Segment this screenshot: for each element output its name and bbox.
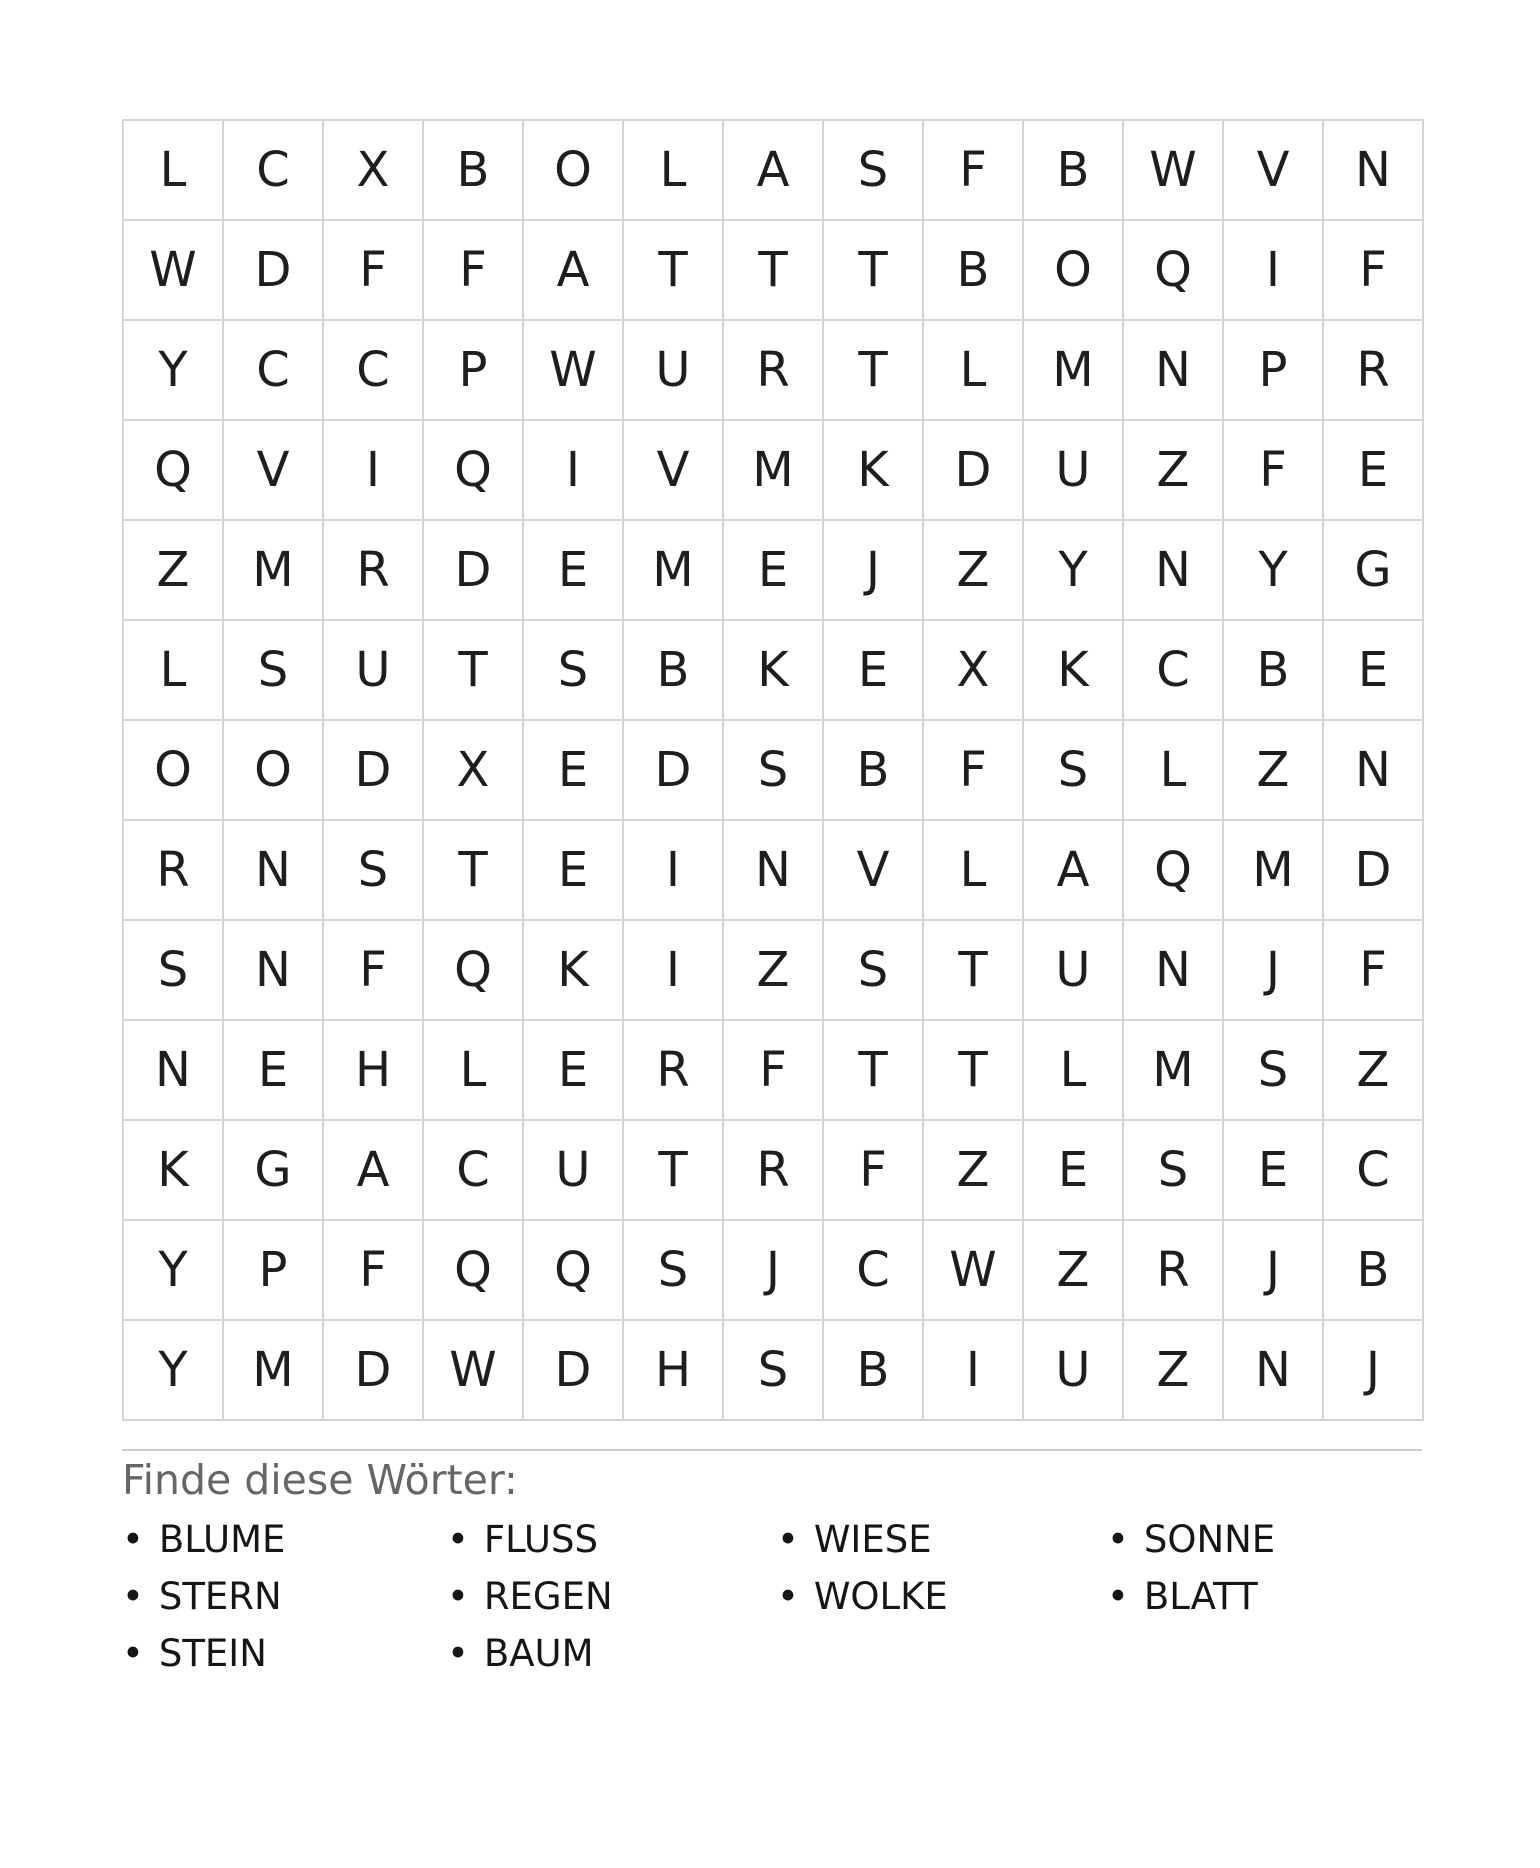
grid-cell[interactable]: Y — [124, 321, 224, 421]
grid-cell[interactable]: W — [524, 321, 624, 421]
grid-cell[interactable]: U — [524, 1121, 624, 1221]
grid-cell[interactable]: Z — [724, 921, 824, 1021]
grid-cell[interactable]: T — [924, 921, 1024, 1021]
grid-cell[interactable]: L — [124, 621, 224, 721]
grid-cell[interactable]: B — [624, 621, 724, 721]
bullet-icon: • — [122, 1518, 144, 1561]
grid-cell[interactable]: S — [1124, 1121, 1224, 1221]
grid-cell[interactable]: S — [624, 1221, 724, 1321]
word-label: SONNE — [1143, 1518, 1276, 1561]
grid-cell[interactable]: T — [924, 1021, 1024, 1121]
grid-cell[interactable]: D — [224, 221, 324, 321]
grid-cell[interactable]: E — [524, 821, 624, 921]
grid-cell[interactable]: F — [324, 221, 424, 321]
grid-cell[interactable]: E — [824, 621, 924, 721]
grid-cell[interactable]: M — [224, 1321, 324, 1421]
grid-cell[interactable]: M — [724, 421, 824, 521]
word-list-item — [447, 1568, 777, 1625]
separator-line — [122, 1449, 1422, 1451]
grid-cell[interactable]: J — [1324, 1321, 1424, 1421]
grid-cell[interactable]: E — [524, 1021, 624, 1121]
grid-cell[interactable]: F — [724, 1021, 824, 1121]
grid-cell[interactable]: U — [324, 621, 424, 721]
grid-cell[interactable]: C — [424, 1121, 524, 1221]
grid-cell[interactable]: D — [324, 721, 424, 821]
word-list-item — [777, 1568, 1107, 1625]
word-list-column — [447, 1511, 777, 1682]
word-list-item — [1107, 1511, 1422, 1568]
grid-cell[interactable]: J — [724, 1221, 824, 1321]
grid-cell[interactable]: Q — [1124, 821, 1224, 921]
grid-cell[interactable]: D — [624, 721, 724, 821]
grid-cell[interactable]: C — [1124, 621, 1224, 721]
word-label: WOLKE — [813, 1575, 948, 1618]
grid-cell[interactable]: T — [824, 1021, 924, 1121]
grid-cell[interactable]: S — [1224, 1021, 1324, 1121]
grid-cell[interactable]: X — [424, 721, 524, 821]
grid-cell[interactable]: Z — [924, 1121, 1024, 1221]
grid-cell[interactable]: U — [1024, 1321, 1124, 1421]
grid-cell[interactable]: Z — [1224, 721, 1324, 821]
grid-cell[interactable]: Q — [424, 921, 524, 1021]
grid-cell[interactable]: O — [224, 721, 324, 821]
grid-cell[interactable]: K — [524, 921, 624, 1021]
grid-cell[interactable]: W — [124, 221, 224, 321]
grid-cell[interactable]: O — [1024, 221, 1124, 321]
grid-cell[interactable]: P — [224, 1221, 324, 1321]
bullet-icon: • — [122, 1632, 144, 1675]
grid-cell[interactable]: S — [524, 621, 624, 721]
grid-cell[interactable]: Z — [124, 521, 224, 621]
grid-cell[interactable]: Q — [124, 421, 224, 521]
grid-cell[interactable]: T — [624, 1121, 724, 1221]
grid-cell[interactable]: K — [724, 621, 824, 721]
grid-cell[interactable]: C — [1324, 1121, 1424, 1221]
grid-cell[interactable]: O — [524, 121, 624, 221]
grid-cell[interactable]: V — [224, 421, 324, 521]
grid-cell[interactable]: Y — [124, 1321, 224, 1421]
word-list-item — [122, 1568, 447, 1625]
word-label: STEIN — [158, 1632, 267, 1675]
grid-cell[interactable]: F — [924, 721, 1024, 821]
bullet-icon: • — [447, 1518, 469, 1561]
grid-cell[interactable]: E — [1324, 421, 1424, 521]
grid-cell[interactable]: Z — [1124, 1321, 1224, 1421]
grid-cell[interactable]: S — [824, 921, 924, 1021]
bullet-icon: • — [777, 1518, 799, 1561]
grid-cell[interactable]: J — [1224, 921, 1324, 1021]
grid-cell[interactable]: L — [924, 321, 1024, 421]
grid-cell[interactable]: F — [1324, 921, 1424, 1021]
grid-cell[interactable]: N — [1324, 721, 1424, 821]
grid-cell[interactable]: N — [1224, 1321, 1324, 1421]
bullet-icon: • — [447, 1632, 469, 1675]
word-list-item — [122, 1511, 447, 1568]
grid-cell[interactable]: H — [324, 1021, 424, 1121]
grid-cell[interactable]: M — [1024, 321, 1124, 421]
grid-cell[interactable]: I — [324, 421, 424, 521]
grid-cell[interactable]: T — [824, 221, 924, 321]
grid-cell[interactable]: Q — [524, 1221, 624, 1321]
grid-cell[interactable]: A — [1024, 821, 1124, 921]
grid-cell[interactable]: I — [624, 921, 724, 1021]
grid-cell[interactable]: E — [224, 1021, 324, 1121]
grid-cell[interactable]: U — [1024, 921, 1124, 1021]
grid-cell[interactable]: Y — [1024, 521, 1124, 621]
grid-cell[interactable]: B — [1024, 121, 1124, 221]
grid-cell[interactable]: F — [324, 1221, 424, 1321]
grid-cell[interactable]: J — [1224, 1221, 1324, 1321]
grid-cell[interactable]: R — [724, 321, 824, 421]
grid-cell[interactable]: H — [624, 1321, 724, 1421]
bullet-icon: • — [122, 1575, 144, 1618]
grid-cell[interactable]: V — [624, 421, 724, 521]
grid-cell[interactable]: D — [1324, 821, 1424, 921]
grid-cell[interactable]: Y — [1224, 521, 1324, 621]
grid-cell[interactable]: M — [624, 521, 724, 621]
grid-cell[interactable]: R — [324, 521, 424, 621]
word-list-item — [447, 1511, 777, 1568]
grid-cell[interactable]: L — [924, 821, 1024, 921]
grid-cell[interactable]: M — [1124, 1021, 1224, 1121]
grid-cell[interactable]: N — [1324, 121, 1424, 221]
grid-cell[interactable]: N — [224, 821, 324, 921]
grid-cell[interactable]: C — [324, 321, 424, 421]
grid-cell[interactable]: T — [424, 821, 524, 921]
grid-cell[interactable]: X — [924, 621, 1024, 721]
grid-cell[interactable]: C — [224, 121, 324, 221]
grid-cell[interactable]: C — [224, 321, 324, 421]
grid-cell[interactable]: N — [1124, 921, 1224, 1021]
grid-cell[interactable]: O — [124, 721, 224, 821]
grid-cell[interactable]: E — [1324, 621, 1424, 721]
grid-cell[interactable]: S — [124, 921, 224, 1021]
grid-cell[interactable]: I — [524, 421, 624, 521]
grid-cell[interactable]: E — [724, 521, 824, 621]
grid-cell[interactable]: L — [124, 121, 224, 221]
word-label: FLUSS — [483, 1518, 598, 1561]
grid-cell[interactable]: N — [724, 821, 824, 921]
word-search-grid — [122, 119, 1424, 1421]
grid-cell[interactable]: L — [1124, 721, 1224, 821]
grid-cell[interactable]: P — [1224, 321, 1324, 421]
grid-cell[interactable]: B — [1324, 1221, 1424, 1321]
grid-cell[interactable]: W — [924, 1221, 1024, 1321]
grid-cell[interactable]: S — [324, 821, 424, 921]
grid-cell[interactable]: U — [1024, 421, 1124, 521]
grid-cell[interactable]: E — [524, 521, 624, 621]
grid-cell[interactable]: B — [1224, 621, 1324, 721]
grid-cell[interactable]: Q — [424, 1221, 524, 1321]
grid-cell[interactable]: L — [624, 121, 724, 221]
grid-cell[interactable]: S — [1024, 721, 1124, 821]
grid-cell[interactable]: B — [824, 721, 924, 821]
grid-cell[interactable]: M — [1224, 821, 1324, 921]
grid-cell[interactable]: F — [924, 121, 1024, 221]
grid-cell[interactable]: D — [324, 1321, 424, 1421]
grid-cell[interactable]: T — [624, 221, 724, 321]
grid-cell[interactable]: F — [1324, 221, 1424, 321]
grid-cell[interactable]: F — [324, 921, 424, 1021]
grid-cell[interactable]: A — [324, 1121, 424, 1221]
word-label: WIESE — [813, 1518, 932, 1561]
grid-cell[interactable]: G — [224, 1121, 324, 1221]
grid-cell[interactable]: B — [924, 221, 1024, 321]
grid-cell[interactable]: I — [924, 1321, 1024, 1421]
word-list-columns — [122, 1511, 1422, 1682]
grid-cell[interactable]: R — [1124, 1221, 1224, 1321]
grid-cell[interactable]: T — [824, 321, 924, 421]
grid-cell[interactable]: L — [424, 1021, 524, 1121]
grid-cell[interactable]: J — [824, 521, 924, 621]
grid-cell[interactable]: V — [1224, 121, 1324, 221]
grid-cell[interactable]: K — [824, 421, 924, 521]
grid-cell[interactable]: Z — [924, 521, 1024, 621]
grid-cell[interactable]: T — [724, 221, 824, 321]
grid-cell[interactable]: E — [524, 721, 624, 821]
word-list-column — [777, 1511, 1107, 1625]
grid-cell[interactable]: D — [424, 521, 524, 621]
bullet-icon: • — [1107, 1575, 1129, 1618]
grid-cell[interactable]: B — [824, 1321, 924, 1421]
grid-cell[interactable]: Z — [1024, 1221, 1124, 1321]
word-label: BAUM — [483, 1632, 594, 1675]
grid-cell[interactable]: F — [424, 221, 524, 321]
grid-cell[interactable]: X — [324, 121, 424, 221]
grid-cell[interactable]: Z — [1324, 1021, 1424, 1121]
grid-cell[interactable]: W — [424, 1321, 524, 1421]
word-list-item — [1107, 1568, 1422, 1625]
word-list-column — [1107, 1511, 1422, 1625]
word-label: BLUME — [158, 1518, 286, 1561]
grid-cell[interactable]: B — [424, 121, 524, 221]
grid-cell[interactable]: M — [224, 521, 324, 621]
word-list-item — [447, 1625, 777, 1682]
grid-cell[interactable]: F — [1224, 421, 1324, 521]
grid-cell[interactable]: Z — [1124, 421, 1224, 521]
grid-cell[interactable]: I — [624, 821, 724, 921]
grid-cell[interactable]: F — [824, 1121, 924, 1221]
grid-cell[interactable]: R — [724, 1121, 824, 1221]
grid-cell[interactable]: R — [624, 1021, 724, 1121]
grid-cell[interactable]: E — [1024, 1121, 1124, 1221]
grid-cell[interactable]: P — [424, 321, 524, 421]
word-list-title: Finde diese Wörter: — [122, 1456, 518, 1504]
grid-cell[interactable]: L — [1024, 1021, 1124, 1121]
bullet-icon: • — [447, 1575, 469, 1618]
grid-cell[interactable]: N — [224, 921, 324, 1021]
grid-cell[interactable]: N — [124, 1021, 224, 1121]
grid-cell[interactable]: S — [724, 721, 824, 821]
grid-cell[interactable]: G — [1324, 521, 1424, 621]
grid-cell[interactable]: D — [524, 1321, 624, 1421]
word-list-item — [122, 1625, 447, 1682]
word-label: REGEN — [483, 1575, 613, 1618]
word-label: BLATT — [1143, 1575, 1258, 1618]
grid-cell[interactable]: I — [1224, 221, 1324, 321]
word-list-section — [122, 1449, 1422, 1682]
grid-cell[interactable]: Y — [124, 1221, 224, 1321]
word-list-column — [122, 1511, 447, 1682]
grid-cell[interactable]: Q — [424, 421, 524, 521]
word-label: STERN — [158, 1575, 282, 1618]
word-list-item — [777, 1511, 1107, 1568]
grid-cell[interactable]: E — [1224, 1121, 1324, 1221]
grid-cell[interactable]: R — [124, 821, 224, 921]
grid-cell[interactable]: S — [224, 621, 324, 721]
grid-cell[interactable]: N — [1124, 521, 1224, 621]
bullet-icon: • — [1107, 1518, 1129, 1561]
grid-cell[interactable]: N — [1124, 321, 1224, 421]
grid-cell[interactable]: S — [824, 121, 924, 221]
bullet-icon: • — [777, 1575, 799, 1618]
grid-cell[interactable]: C — [824, 1221, 924, 1321]
grid-cell[interactable]: U — [624, 321, 724, 421]
grid-cell[interactable]: A — [724, 121, 824, 221]
grid-cell[interactable]: V — [824, 821, 924, 921]
grid-cell[interactable]: K — [1024, 621, 1124, 721]
grid-cell[interactable]: W — [1124, 121, 1224, 221]
grid-cell[interactable]: T — [424, 621, 524, 721]
grid-cell[interactable]: S — [724, 1321, 824, 1421]
grid-cell[interactable]: R — [1324, 321, 1424, 421]
grid-cell[interactable]: Q — [1124, 221, 1224, 321]
grid-cell[interactable]: A — [524, 221, 624, 321]
grid-cell[interactable]: D — [924, 421, 1024, 521]
grid-cell[interactable]: K — [124, 1121, 224, 1221]
